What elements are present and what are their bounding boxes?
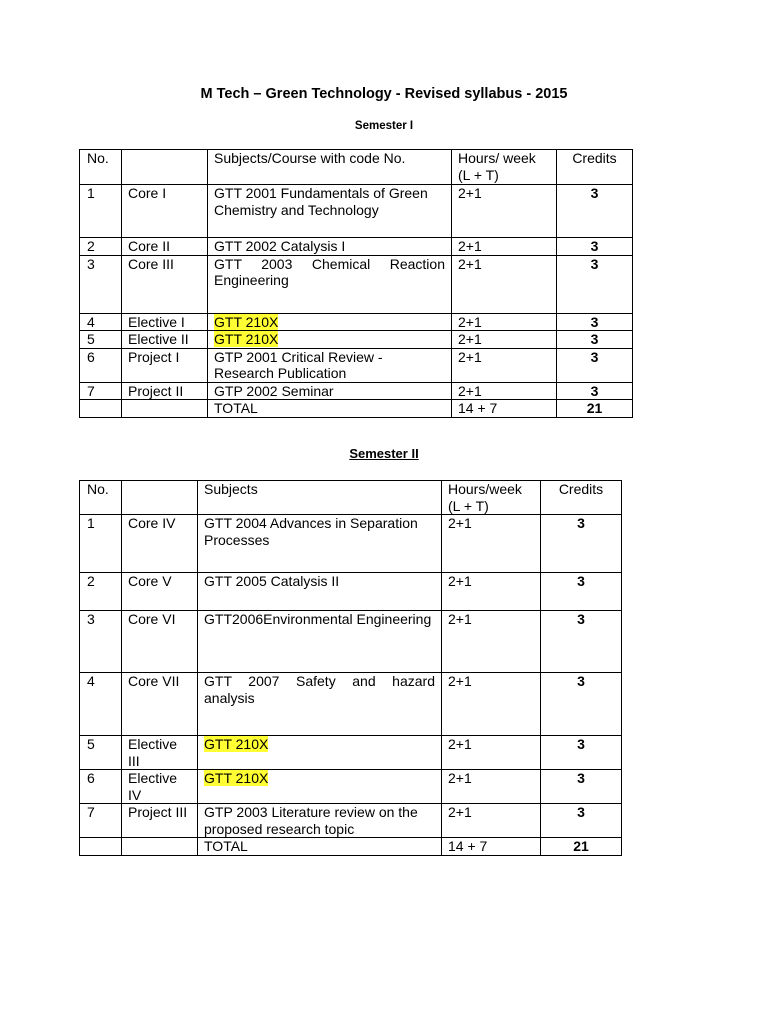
semester-1-table	[79, 149, 633, 418]
row-hours: 2+1	[452, 382, 557, 400]
total-row	[80, 838, 622, 856]
row-no: 2	[80, 238, 122, 256]
row-subject	[208, 313, 452, 331]
total-credits: 21	[557, 400, 633, 418]
row-subject: GTT 2007 Safety and hazard analysis	[198, 673, 442, 736]
table-row	[80, 770, 622, 804]
row-no: 6	[80, 348, 122, 382]
highlighted-code: GTT 210X	[214, 331, 279, 347]
row-credits: 3	[541, 770, 622, 804]
table-row	[80, 255, 633, 313]
row-type: Elective IV	[122, 770, 198, 804]
row-type: Core I	[122, 185, 208, 238]
row-subject: GTP 2002 Seminar	[208, 382, 452, 400]
row-type: Project III	[122, 804, 198, 838]
semester-1-heading: Semester I	[354, 120, 414, 132]
total-row	[80, 400, 633, 418]
row-no: 2	[80, 573, 122, 611]
row-subject: GTP 2003 Literature review on the proposed research topic	[198, 804, 442, 838]
row-no: 3	[80, 255, 122, 313]
row-credits: 3	[557, 238, 633, 256]
row-type: Project I	[122, 348, 208, 382]
row-credits: 3	[557, 313, 633, 331]
row-hours: 2+1	[452, 331, 557, 349]
row-subject: GTT 2001 Fundamentals of Green Chemistry and Technology	[208, 185, 452, 238]
header-credits: Credits	[541, 481, 622, 515]
highlighted-code: GTT 210X	[214, 313, 279, 330]
total-hours: 14 + 7	[452, 400, 557, 418]
row-no	[80, 400, 122, 418]
header-no: No.	[80, 150, 122, 185]
row-subject	[198, 736, 442, 770]
table-row	[80, 804, 622, 838]
row-hours: 2+1	[442, 611, 541, 673]
row-subject: GTT 2003 Chemical Reaction Engineering	[208, 255, 452, 313]
row-hours: 2+1	[452, 185, 557, 238]
total-credits: 21	[541, 838, 622, 856]
total-label: TOTAL	[198, 838, 442, 856]
header-type	[122, 150, 208, 185]
table-row	[80, 238, 633, 256]
row-type: Core V	[122, 573, 198, 611]
table-row	[80, 515, 622, 573]
row-credits: 3	[557, 348, 633, 382]
row-subject: GTT 2005 Catalysis II	[198, 573, 442, 611]
row-type: Elective II	[122, 331, 208, 349]
row-hours: 2+1	[452, 348, 557, 382]
header-type	[122, 481, 198, 515]
row-hours: 2+1	[442, 736, 541, 770]
row-type	[122, 400, 208, 418]
table-row	[80, 185, 633, 238]
row-type: Core VI	[122, 611, 198, 673]
row-no: 7	[80, 804, 122, 838]
total-hours: 14 + 7	[442, 838, 541, 856]
semester-2-heading: Semester II	[349, 446, 419, 461]
header-subject: Subjects	[198, 481, 442, 515]
row-credits: 3	[557, 331, 633, 349]
table-row	[80, 673, 622, 736]
header-credits: Credits	[557, 150, 633, 185]
highlighted-code: GTT 210X	[204, 736, 269, 752]
row-subject: GTT2006Environmental Engineering	[198, 611, 442, 673]
table-header-row	[80, 150, 633, 185]
row-type: Elective I	[122, 313, 208, 331]
row-no: 6	[80, 770, 122, 804]
row-subject: GTT 2004 Advances in Separation Processes	[198, 515, 442, 573]
row-type: Core II	[122, 238, 208, 256]
total-label: TOTAL	[208, 400, 452, 418]
row-credits: 3	[557, 185, 633, 238]
row-credits: 3	[541, 515, 622, 573]
row-type: Core IV	[122, 515, 198, 573]
header-subject: Subjects/Course with code No.	[208, 150, 452, 185]
highlighted-code: GTT 210X	[204, 770, 269, 786]
row-subject: GTP 2001 Critical Review - Research Publication	[208, 348, 452, 382]
row-no: 1	[80, 185, 122, 238]
row-credits: 3	[557, 255, 633, 313]
header-hours: Hours/ week (L + T)	[452, 150, 557, 185]
row-no: 1	[80, 515, 122, 573]
row-subject	[198, 770, 442, 804]
row-no	[80, 838, 122, 856]
row-hours: 2+1	[442, 673, 541, 736]
row-credits: 3	[541, 673, 622, 736]
row-credits: 3	[541, 736, 622, 770]
row-credits: 3	[541, 804, 622, 838]
row-hours: 2+1	[452, 238, 557, 256]
row-type: Elective III	[122, 736, 198, 770]
row-type: Core III	[122, 255, 208, 313]
row-credits: 3	[541, 611, 622, 673]
row-hours: 2+1	[442, 770, 541, 804]
row-hours: 2+1	[452, 255, 557, 313]
table-row	[80, 573, 622, 611]
header-no: No.	[80, 481, 122, 515]
row-credits: 3	[557, 382, 633, 400]
table-row	[80, 611, 622, 673]
row-type: Core VII	[122, 673, 198, 736]
row-no: 7	[80, 382, 122, 400]
row-subject: GTT 2002 Catalysis I	[208, 238, 452, 256]
row-no: 4	[80, 673, 122, 736]
row-hours: 2+1	[442, 515, 541, 573]
row-type	[122, 838, 198, 856]
row-no: 5	[80, 331, 122, 349]
table-row	[80, 331, 633, 349]
row-credits: 3	[541, 573, 622, 611]
table-row	[80, 382, 633, 400]
header-hours: Hours/week (L + T)	[442, 481, 541, 515]
table-row	[80, 313, 633, 331]
row-hours: 2+1	[452, 313, 557, 331]
row-hours: 2+1	[442, 573, 541, 611]
table-header-row	[80, 481, 622, 515]
table-row	[80, 348, 633, 382]
row-hours: 2+1	[442, 804, 541, 838]
row-no: 4	[80, 313, 122, 331]
row-type: Project II	[122, 382, 208, 400]
table-row	[80, 736, 622, 770]
row-no: 3	[80, 611, 122, 673]
row-subject	[208, 331, 452, 349]
semester-2-table	[79, 480, 622, 856]
row-no: 5	[80, 736, 122, 770]
document-title: M Tech – Green Technology - Revised syllabus - 2015	[200, 86, 568, 102]
